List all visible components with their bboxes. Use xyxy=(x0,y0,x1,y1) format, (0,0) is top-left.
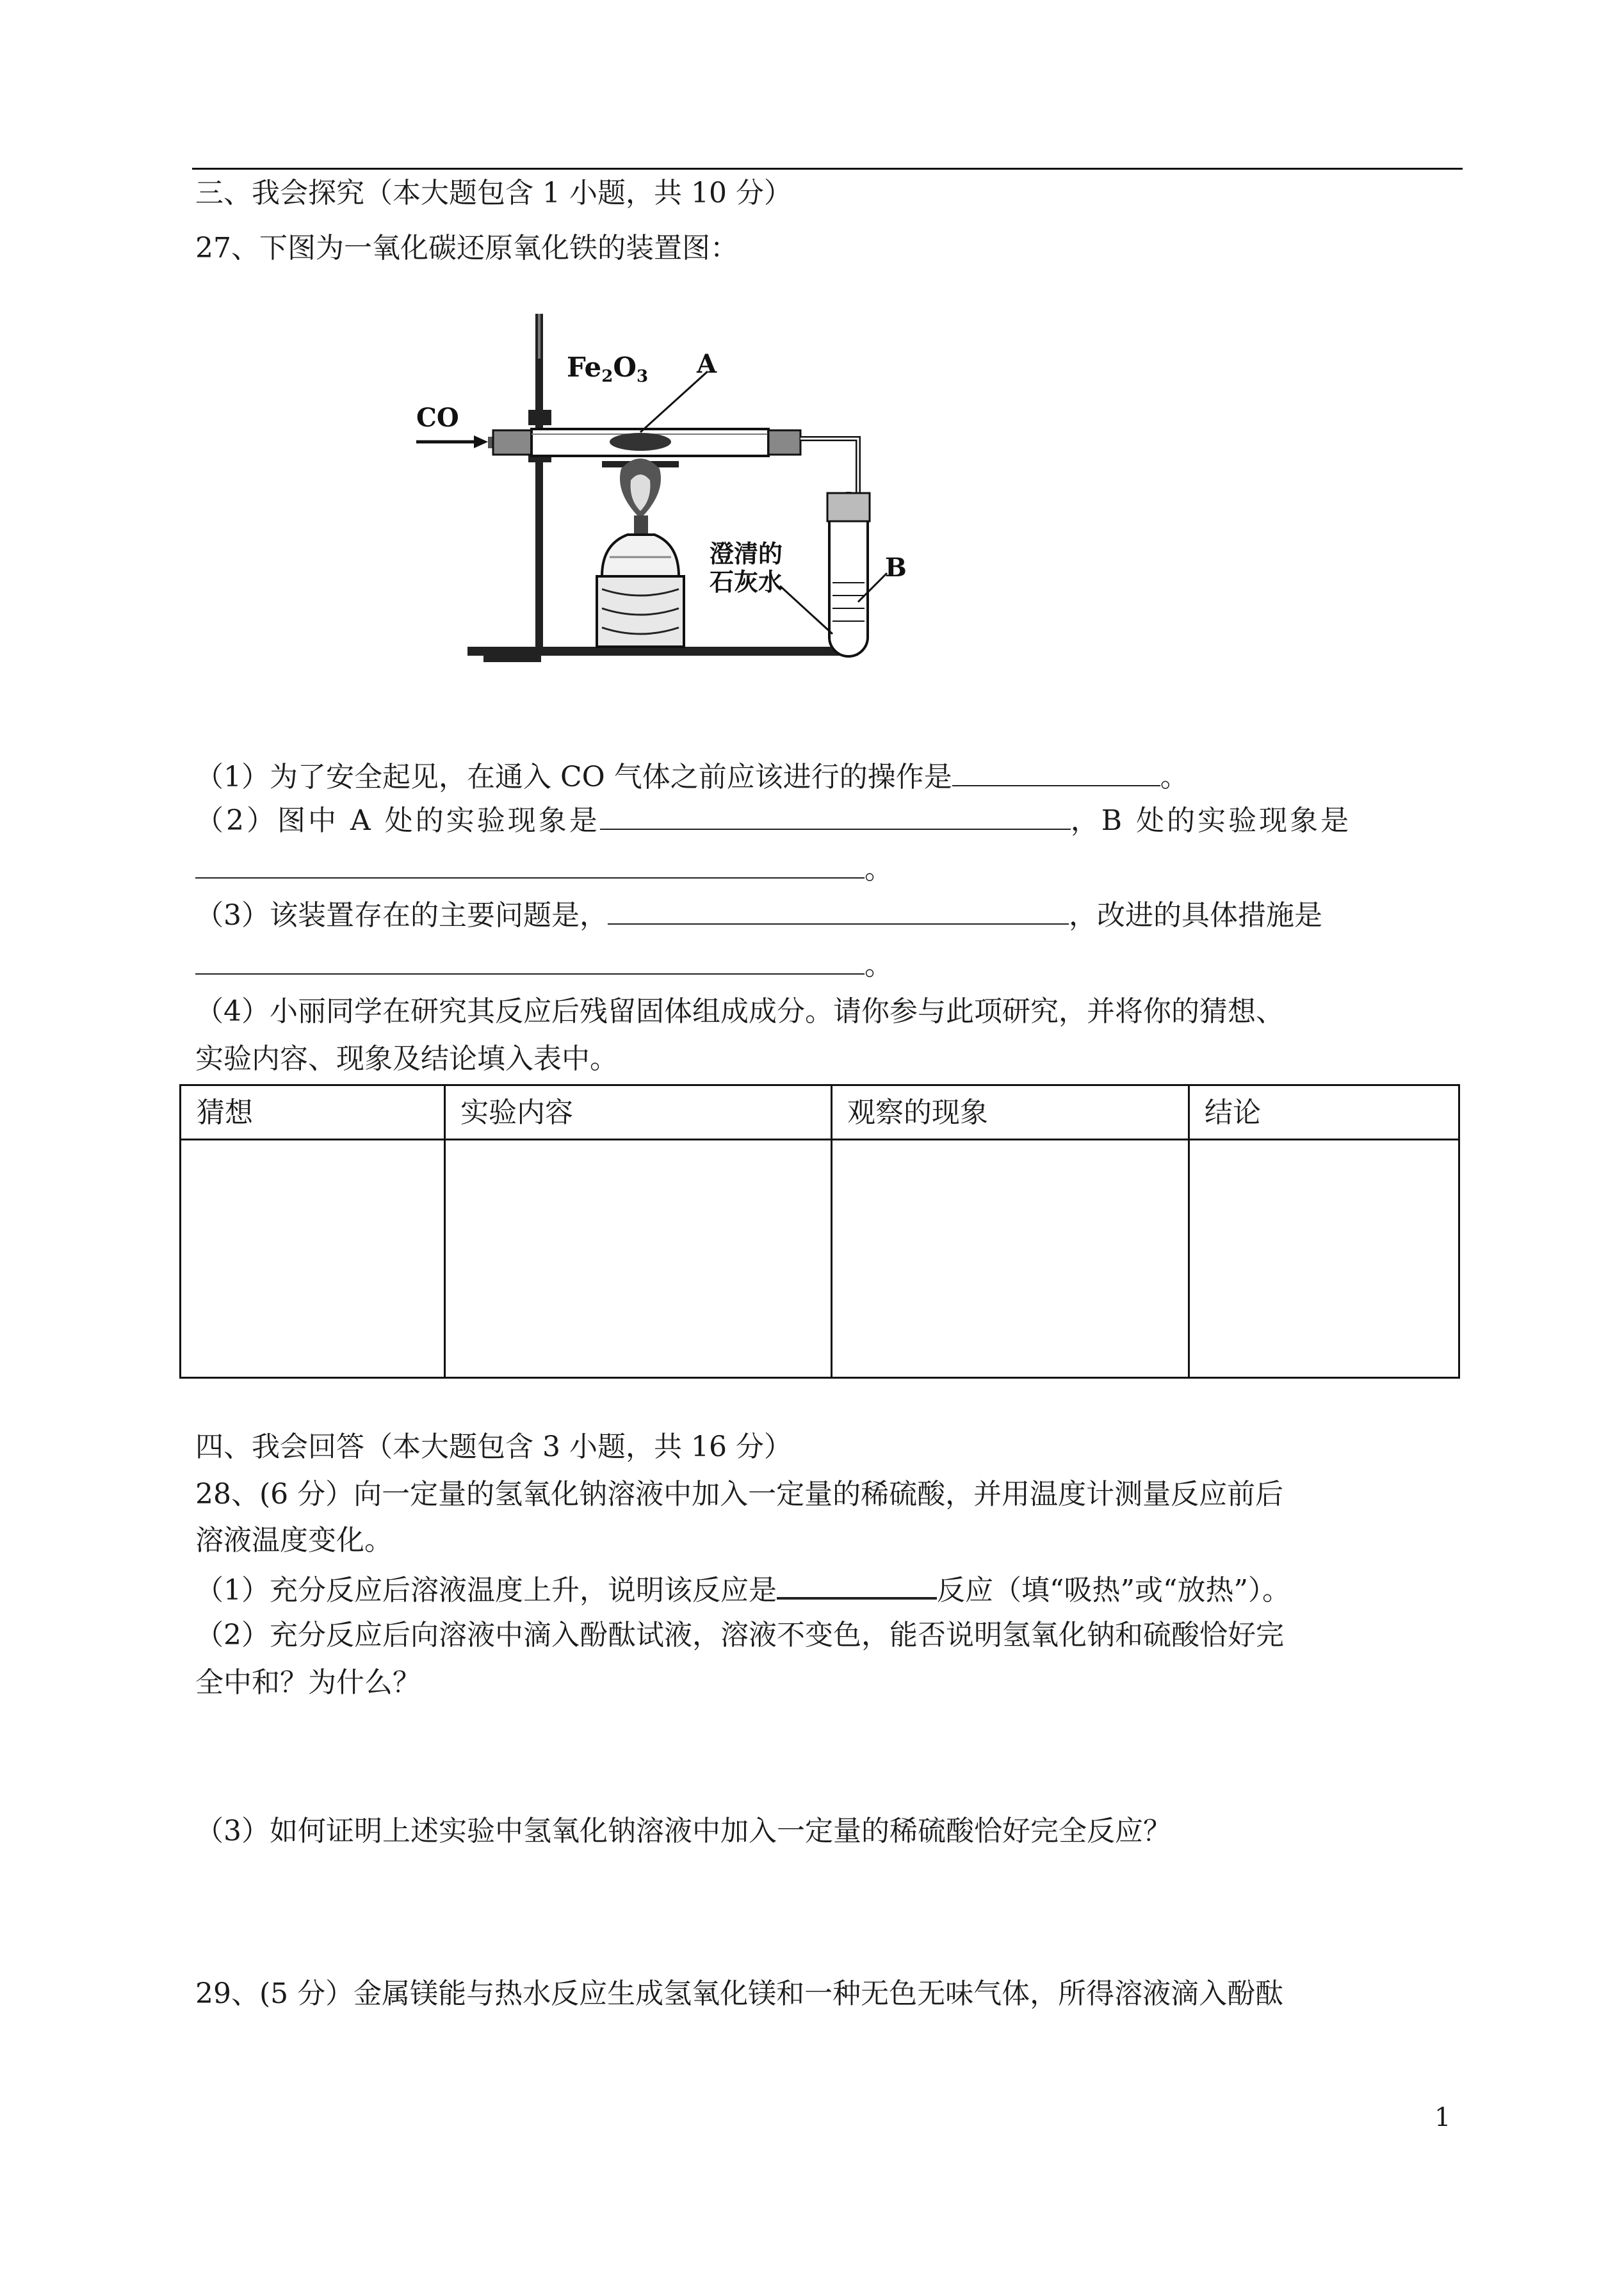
q27-part-3 xyxy=(195,895,1322,935)
cell-experiment[interactable] xyxy=(446,1140,829,1379)
q27-part-1-text: （1）为了安全起见，在通入 CO 气体之前应该进行的操作是 xyxy=(195,761,952,793)
q27-part-2-blank-a[interactable] xyxy=(600,800,1071,830)
q27-part-2-end: 。 xyxy=(865,853,893,886)
q28-part-1-blank[interactable] xyxy=(777,1569,937,1600)
cell-conclusion[interactable] xyxy=(1190,1140,1459,1379)
label-a: A xyxy=(697,349,717,379)
q28-part-3: （3）如何证明上述实验中氢氧化钠溶液中加入一定量的稀硫酸恰好完全反应？ xyxy=(195,1815,1171,1847)
label-b: B xyxy=(885,553,907,583)
answer-table xyxy=(179,1084,1460,1379)
q27-part-4-line2: 实验内容、现象及结论填入表中。 xyxy=(195,1042,618,1075)
q28-stem-line2: 溶液温度变化。 xyxy=(195,1524,393,1557)
q27-part-2-text-b: ，B 处的实验现象是 xyxy=(1070,804,1352,837)
q27-part-3-text-b: ，改进的具体措施是 xyxy=(1069,899,1322,932)
table-header-phenomenon: 观察的现象 xyxy=(847,1096,988,1129)
q29-stem-line1: 29、(5 分）金属镁能与热水反应生成氢氧化镁和一种无色无味气体，所得溶液滴入酚酞 xyxy=(195,1977,1284,2010)
q27-part-1 xyxy=(195,757,1189,797)
apparatus-figure xyxy=(410,301,916,685)
q27-part-1-blank[interactable] xyxy=(952,757,1160,786)
fe2o3-o: O xyxy=(613,352,637,383)
q27-part-4-line1: （4）小丽同学在研究其反应后残留固体组成成分。请你参与此项研究，并将你的猜想、 xyxy=(195,995,1284,1028)
header-rule xyxy=(192,168,1463,170)
q28-part-2-line1: （2）充分反应后向溶液中滴入酚酞试液，溶液不变色，能否说明氢氧化钠和硫酸恰好完 xyxy=(195,1619,1284,1651)
q28-part-1-text-a: （1）充分反应后溶液温度上升，说明该反应是 xyxy=(195,1574,777,1607)
q27-part-2-blank-b[interactable] xyxy=(195,849,865,879)
q27-part-3-end: 。 xyxy=(865,949,893,982)
q27-part-3-text-a: （3）该装置存在的主要问题是， xyxy=(195,899,608,932)
table-header-guess: 猜想 xyxy=(197,1096,253,1129)
q27-part-1-end: 。 xyxy=(1160,761,1189,793)
q27-part-2-text-a: （2）图中 A 处的实验现象是 xyxy=(195,804,600,837)
label-limewater-2: 石灰水 xyxy=(710,568,783,596)
page-number: 1 xyxy=(1434,2103,1451,2132)
fe2o3-label: Fe xyxy=(567,352,602,383)
section-3-title: 三、我会探究（本大题包含 1 小题，共 10 分） xyxy=(195,177,792,209)
cell-phenomenon[interactable] xyxy=(832,1140,1186,1379)
q27-part-2-line2 xyxy=(195,849,893,889)
q28-part-2-line2: 全中和？为什么？ xyxy=(195,1666,421,1699)
cell-guess[interactable] xyxy=(181,1140,442,1379)
label-co: CO xyxy=(416,403,459,433)
q27-part-3-blank-a[interactable] xyxy=(608,895,1069,925)
table-header-conclusion: 结论 xyxy=(1205,1096,1261,1129)
table-header-experiment: 实验内容 xyxy=(460,1096,573,1129)
label-limewater-1: 澄清的 xyxy=(710,540,783,568)
q27-part-3-blank-b[interactable] xyxy=(195,945,865,975)
q27-part-3-line2 xyxy=(195,945,893,985)
question-27-stem: 27、下图为一氧化碳还原氧化铁的装置图： xyxy=(195,232,738,264)
fe2o3-sub-3: 3 xyxy=(636,367,649,386)
section-4-title: 四、我会回答（本大题包含 3 小题，共 16 分） xyxy=(195,1431,792,1463)
table-header-row xyxy=(181,1086,1458,1140)
fe2o3-sub-2: 2 xyxy=(601,367,613,386)
q28-stem-line1: 28、(6 分）向一定量的氢氧化钠溶液中加入一定量的稀硫酸，并用温度计测量反应前后 xyxy=(195,1478,1284,1511)
q28-part-1 xyxy=(195,1569,1290,1610)
svg-text:Fe2O3 xyxy=(567,352,648,386)
q28-part-1-text-b: 反应（填“吸热”或“放热”）。 xyxy=(937,1574,1290,1607)
q27-part-2 xyxy=(195,800,1351,840)
